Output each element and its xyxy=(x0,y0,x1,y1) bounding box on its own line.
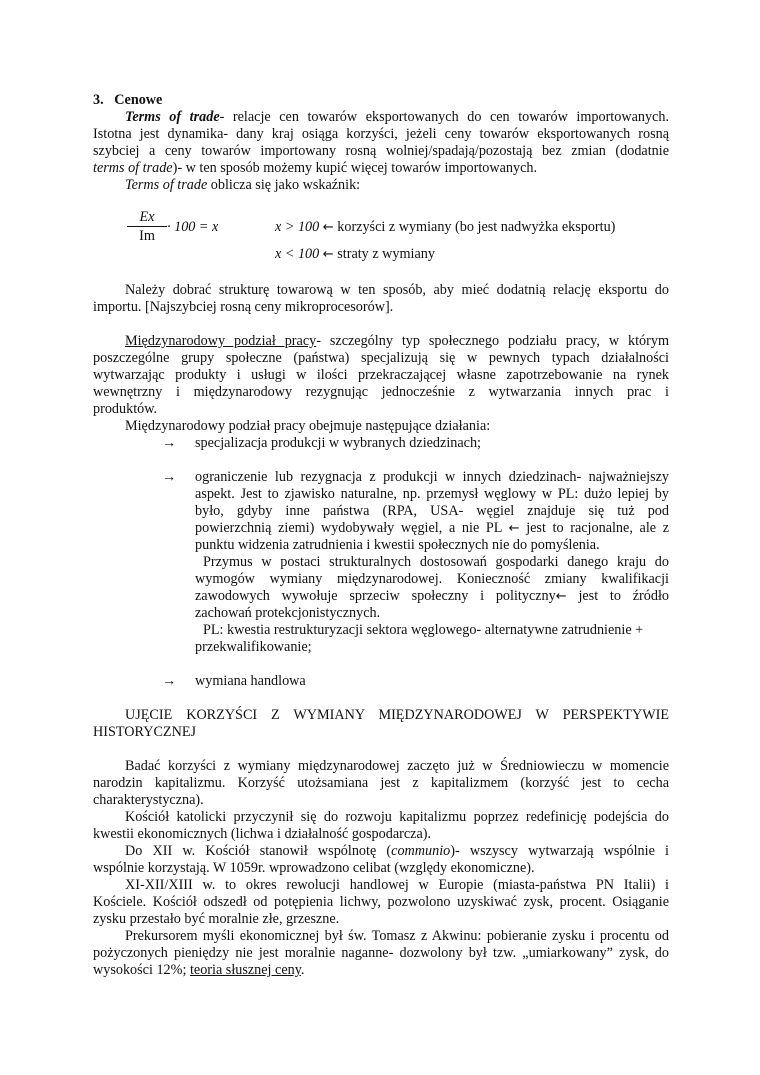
history-p5-line-1: Prekursorem myśli ekonomicznej był św. Tomasz z Akwinu: pobieranie zysku i procentu od xyxy=(125,928,669,944)
bullet-2-line-5: punktu widzenia zatrudnienia i kwestii społecznych nie do pomyślenia. xyxy=(195,537,600,553)
mpp-line-5: produktów. xyxy=(93,401,158,417)
history-p1-line-1: Badać korzyści z wymiany międzynarodowej zaczęto już w Średniowieczu w momencie xyxy=(125,758,669,774)
tot-line-4 xyxy=(93,160,669,177)
condition-gain-text: korzyści z wymiany (bo jest nadwyżka eksportu) xyxy=(337,219,616,235)
section-number: 3. xyxy=(93,92,104,108)
left-arrow-icon: ← xyxy=(322,220,334,235)
bullet-2-p3-line-1: PL: kwestia restrukturyzacji sektora węglowego- alternatywne zatrudnienie + xyxy=(203,622,644,638)
tot-line-1 xyxy=(125,109,669,126)
history-p1-line-2: narodzin kapitalizmu. Korzyść utożsamiana jest z kapitalizmem (korzyść jest to cecha xyxy=(93,775,669,791)
history-p2-line-1: Kościół katolicki przyczynił się do rozwoju kapitalizmu poprzez redefinicję podejścia do xyxy=(125,809,669,825)
history-p4-line-3: zysku przestało być moralnie złe, grzeszne. xyxy=(93,911,340,927)
structure-line-2: importu. [Najszybciej rosną ceny mikroprocesorów]. xyxy=(93,299,394,315)
mpp-line-1 xyxy=(125,333,669,350)
tot-line-5-text: oblicza się jako wskaźnik: xyxy=(207,177,361,193)
mpp-line-3: wytwarzając produkty i usługi w ilości przekraczającej własne zapotrzebowanie na rynek xyxy=(93,367,669,383)
tot-line-5-term: Terms of trade xyxy=(125,177,208,193)
condition-loss-expr: x < 100 xyxy=(275,246,320,262)
tot-line-3: szybciej a ceny towarów importowany rosną wolniej/spadają/pozostają bez zmian (dodatnie xyxy=(93,143,669,159)
mpp-line-6: Międzynarodowy podział pracy obejmuje następujące działania: xyxy=(125,418,491,434)
bullet-2-p2-line-1: Przymus w postaci strukturalnych dostosowań gospodarki danego kraju do xyxy=(203,554,669,570)
bullet-arrow-icon: → xyxy=(162,435,177,451)
left-arrow-icon: ← xyxy=(508,521,520,536)
tot-line-4-text: )- w ten sposób możemy kupić więcej towarów importowanych. xyxy=(172,160,538,176)
section-title: Cenowe xyxy=(114,92,163,108)
history-p5-line-3 xyxy=(93,962,669,979)
bullet-2-line-4-b: jest to racjonalne, ale z xyxy=(526,520,670,536)
tot-term: Terms of trade xyxy=(125,109,220,125)
formula-numerator: Ex xyxy=(127,209,167,227)
left-arrow-icon: ← xyxy=(555,589,567,604)
fair-price-theory-term: teoria słusznej ceny xyxy=(189,962,301,978)
history-p3-line-1-b: )- wszyscy wytwarzają wspólnie i xyxy=(450,843,669,859)
bullet-2-p2-line-3-b: jest to źródło xyxy=(578,588,669,604)
tot-line-2: Istotna jest dynamika- dany kraj osiąga korzyści, jeżeli ceny towarów eksportowanych rosną xyxy=(93,126,669,142)
bullet-2-line-4 xyxy=(195,520,669,537)
bullet-2-p2-line-4: zachowań protekcjonistycznych. xyxy=(195,605,381,621)
section-heading xyxy=(93,92,669,109)
mpp-line-1-text: - szczególny typ społecznego podziału pracy, w którym xyxy=(316,333,669,349)
tot-line-5 xyxy=(125,177,669,194)
history-p1-line-3: charakterystyczna). xyxy=(93,792,204,808)
bullet-2-line-2: aspekt. Jest to zjawisko naturalne, np. przemysł węglowy w PL: dużo lepiej by xyxy=(195,486,669,502)
bullet-2-line-4-a: powierzchnią ziemi) wydobywały węgiel, a nie PL xyxy=(195,520,502,536)
history-p5-line-2: pożyczonych pieniędzy nie jest moralnie naganne- dozwolony był tzw. „umiarkowany” zysk, do xyxy=(93,945,669,961)
formula-denominator: Im xyxy=(139,228,155,244)
history-p3-term: communio xyxy=(391,843,451,859)
left-arrow-icon: ← xyxy=(322,247,334,262)
bullet-1-text: specjalizacja produkcji w wybranych dziedzinach; xyxy=(195,435,481,451)
formula-condition-loss xyxy=(275,246,435,263)
formula-rhs: · 100 = x xyxy=(167,219,219,235)
structure-line-1: Należy dobrać strukturę towarową w ten sposób, aby mieć dodatnią relację eksportu do xyxy=(125,282,669,298)
formula-condition-gain xyxy=(275,219,615,236)
condition-gain-expr: x > 100 xyxy=(275,219,320,235)
bullet-2-p2-line-3-a: zawodowych wywołuje sprzeciw społeczny i polityczny xyxy=(195,588,556,604)
mpp-line-2: poszczególne grupy społeczne (państwa) specjalizują się w pewnych typach działalności xyxy=(93,350,669,366)
bullet-arrow-icon: → xyxy=(162,673,177,689)
tot-line-1-text: - relacje cen towarów eksportowanych do cen towarów importowanych. xyxy=(219,109,669,125)
history-p3-line-1 xyxy=(125,843,669,860)
history-p2-line-2: kwestii ekonomicznych (lichwa i działalność gospodarcza). xyxy=(93,826,432,842)
bullet-3-text: wymiana handlowa xyxy=(195,673,306,689)
bullet-arrow-icon: → xyxy=(162,469,177,485)
formula-fraction xyxy=(127,209,167,244)
bullet-2-line-3: było, gdyby inne państwa (RPA, USA- węgiel znajduje się tuż pod xyxy=(195,503,669,519)
condition-loss-text: straty z wymiany xyxy=(337,246,435,262)
bullet-2-p2-line-3 xyxy=(195,588,669,605)
history-heading-line-1: UJĘCIE KORZYŚCI Z WYMIANY MIĘDZYNARODOWEJ W PERSPEKTYWIE xyxy=(125,707,669,723)
history-p5-line-3-a: wysokości 12%; xyxy=(93,962,190,978)
history-p4-line-1: XI-XII/XIII w. to okres rewolucji handlowej w Europie (miasta-państwa PN Italii) i xyxy=(125,877,669,893)
bullet-2-p3-line-2: przekwalifikowanie; xyxy=(195,639,312,655)
history-p3-line-2: wspólnie korzystają. W 1059r. wprowadzono celibat (względy ekonomiczne). xyxy=(93,860,535,876)
history-heading-line-2: HISTORYCZNEJ xyxy=(93,724,197,740)
bullet-2-p2-line-2: wymogów wymiany międzynarodowej. Konieczność zmiany kwalifikacji xyxy=(195,571,669,587)
mpp-line-4: wewnętrzny i międzynarodowy rezygnując jednocześnie z wytwarzania innych prac i xyxy=(93,384,669,400)
bullet-2-line-1: ograniczenie lub rezygnacja z produkcji w innych dziedzinach- najważniejszy xyxy=(195,469,669,485)
mpp-term: Międzynarodowy podział pracy xyxy=(125,333,317,349)
history-p4-line-2: Kościele. Kościół odszedł od potępienia lichwy, pozwolono uzyskiwać zysk, procent. Osiąganie xyxy=(93,894,669,910)
tot-line-4-term: terms of trade xyxy=(93,160,173,176)
history-p5-line-3-b: . xyxy=(300,962,305,978)
history-p3-line-1-a: Do XII w. Kościół stanowił wspólnotę ( xyxy=(125,843,392,859)
